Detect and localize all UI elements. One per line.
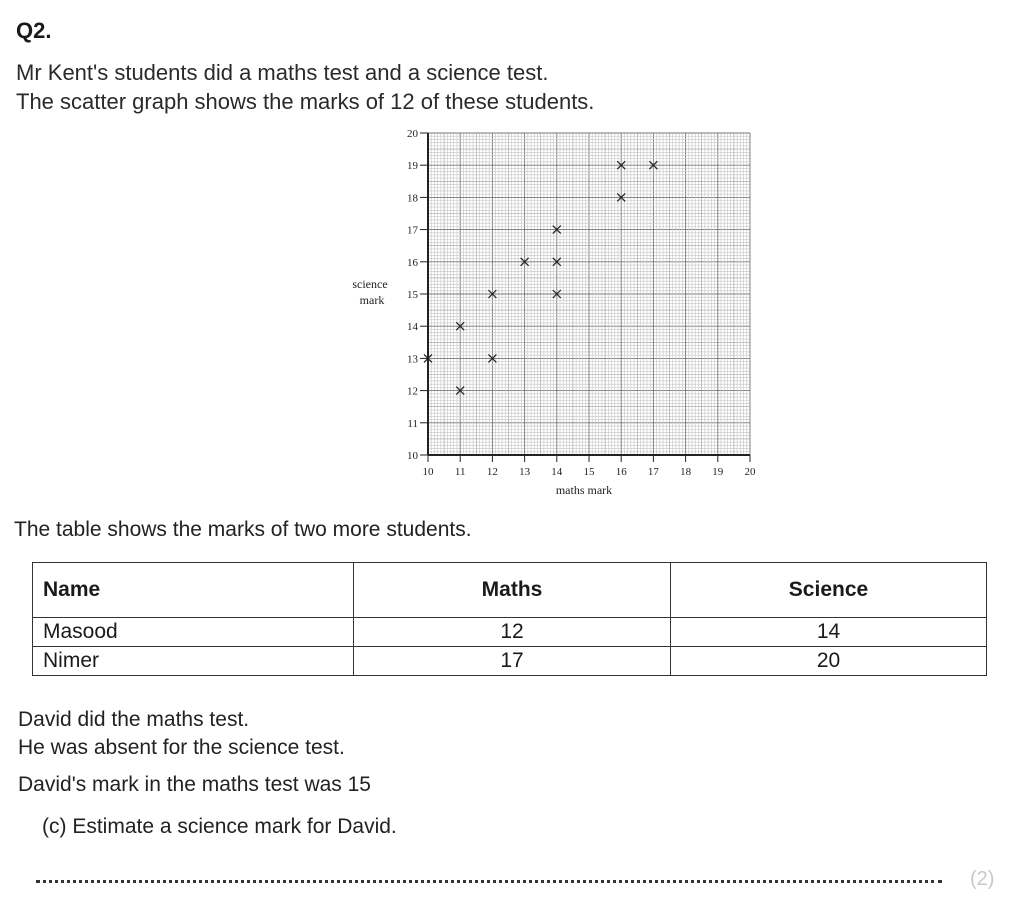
cell-maths: 12 xyxy=(354,618,671,647)
david-line: He was absent for the science test. xyxy=(18,736,345,759)
svg-text:11: 11 xyxy=(407,417,418,430)
marks-available: (2) xyxy=(970,868,995,890)
svg-text:15: 15 xyxy=(407,289,418,301)
svg-text:17: 17 xyxy=(647,466,659,478)
svg-text:11: 11 xyxy=(454,466,466,478)
svg-text:20: 20 xyxy=(407,128,418,140)
table-row xyxy=(33,618,987,647)
table-row xyxy=(33,647,987,676)
svg-text:13: 13 xyxy=(519,466,531,478)
y-axis-ticks xyxy=(407,128,428,462)
david-line: David did the maths test. xyxy=(18,708,250,731)
table-intro: The table shows the marks of two more students. xyxy=(14,518,472,541)
chart-grid xyxy=(428,133,750,455)
svg-text:12: 12 xyxy=(486,466,498,478)
cell-name: Masood xyxy=(33,618,354,647)
svg-text:13: 13 xyxy=(407,353,418,366)
svg-text:18: 18 xyxy=(407,192,418,205)
svg-text:15: 15 xyxy=(583,466,595,478)
cell-science: 14 xyxy=(671,618,987,647)
svg-text:16: 16 xyxy=(615,466,627,478)
cell-maths: 17 xyxy=(354,647,671,676)
svg-text:10: 10 xyxy=(407,450,418,462)
svg-text:17: 17 xyxy=(407,224,418,237)
cell-name: Nimer xyxy=(33,647,354,676)
part-c-prompt: (c) Estimate a science mark for David. xyxy=(42,815,397,838)
x-axis-ticks xyxy=(423,455,757,478)
david-maths-mark: David's mark in the maths test was 15 xyxy=(18,773,371,796)
header-science: Science xyxy=(671,563,987,618)
svg-text:10: 10 xyxy=(422,466,434,478)
cell-science: 20 xyxy=(671,647,987,676)
svg-text:14: 14 xyxy=(551,466,563,478)
marks-table xyxy=(32,562,987,676)
header-maths: Maths xyxy=(354,563,671,618)
question-intro xyxy=(16,58,594,116)
header-name: Name xyxy=(33,563,354,618)
scatter-graph xyxy=(340,120,770,510)
svg-text:19: 19 xyxy=(407,160,418,173)
svg-text:14: 14 xyxy=(407,321,418,334)
svg-text:12: 12 xyxy=(407,385,418,398)
david-info xyxy=(18,706,345,762)
svg-text:19: 19 xyxy=(712,466,724,478)
intro-line: The scatter graph shows the marks of 12 of these students. xyxy=(16,89,595,114)
svg-text:18: 18 xyxy=(680,466,692,478)
question-number: Q2. xyxy=(16,18,52,43)
y-axis-label: science xyxy=(352,277,388,291)
y-axis-label: mark xyxy=(359,293,385,307)
table-header-row xyxy=(33,563,987,618)
svg-text:20: 20 xyxy=(744,466,756,478)
intro-line: Mr Kent's students did a maths test and a science test. xyxy=(16,60,549,85)
answer-line[interactable] xyxy=(36,880,942,883)
x-axis-label: maths mark xyxy=(555,483,613,497)
svg-text:16: 16 xyxy=(407,256,418,269)
